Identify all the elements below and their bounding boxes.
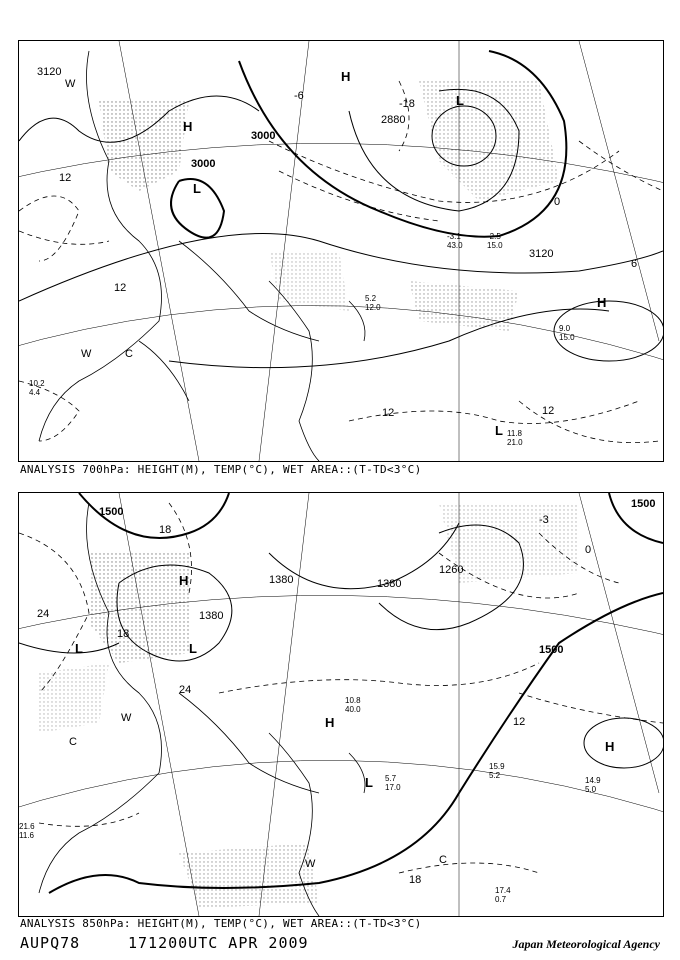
temp-label: 12 (542, 405, 555, 417)
height-label: 3120 (529, 248, 554, 260)
station-value: 21.6 11.6 (19, 822, 35, 840)
map-850hpa-canvas (19, 493, 663, 916)
pressure-center: L (189, 641, 197, 656)
map-panel-850hpa (18, 492, 664, 917)
station-value: -3.1 43.0 (447, 232, 463, 250)
pressure-center: H (597, 295, 607, 310)
wet-area (39, 503, 579, 908)
pressure-center: W (81, 348, 92, 360)
height-label: 1380 (377, 578, 402, 590)
pressure-center: H (605, 739, 615, 754)
temp-label: 18 (117, 628, 130, 640)
temp-label: 12 (382, 407, 395, 419)
wet-area (99, 81, 559, 331)
pressure-center: L (495, 423, 503, 438)
height-label: 3120 (37, 66, 62, 78)
pressure-center: H (179, 573, 189, 588)
station-value: 10.2 4.4 (29, 379, 45, 397)
footer (20, 934, 660, 954)
station-value: 14.9 5.0 (585, 776, 601, 794)
pressure-center: C (125, 348, 133, 360)
station-value: 11.8 21.0 (507, 429, 523, 447)
height-contours (19, 51, 663, 368)
pressure-center: L (75, 641, 83, 656)
pressure-center: W (305, 858, 316, 870)
height-label: 2880 (381, 114, 406, 126)
agency-name: Japan Meteorological Agency (512, 937, 660, 951)
height-label: 1500 (539, 644, 564, 656)
height-label: 1260 (439, 564, 464, 576)
chart-code: AUPQ78 (20, 934, 81, 952)
temp-label: 12 (114, 282, 127, 294)
pressure-center: W (65, 78, 76, 90)
pressure-center: C (439, 854, 447, 866)
height-label: 1380 (269, 574, 294, 586)
temp-label: 24 (179, 684, 192, 696)
pressure-center: H (325, 715, 335, 730)
pressure-center: L (365, 775, 373, 790)
height-label: 1500 (631, 498, 656, 510)
temp-label: 12 (513, 716, 526, 728)
temp-label: 18 (159, 524, 172, 536)
pressure-center: L (456, 93, 464, 108)
station-value: 17.4 0.7 (495, 886, 511, 904)
height-label: 1380 (199, 610, 224, 622)
valid-time: 171200UTC APR 2009 (128, 934, 309, 952)
pressure-center: C (69, 736, 77, 748)
temp-label: 6 (631, 258, 638, 270)
station-value: 9.0 15.0 (559, 324, 575, 342)
temp-label: -6 (294, 90, 304, 102)
caption-700hpa: ANALYSIS 700hPa: HEIGHT(M), TEMP(°C), WET AREA::(T-TD<3°C) (20, 463, 422, 476)
station-value: 5.7 17.0 (385, 774, 401, 792)
height-label: 3000 (251, 130, 276, 142)
station-value: -2.5 15.0 (487, 232, 503, 250)
pressure-center: H (341, 69, 351, 84)
map-panel-700hpa (18, 40, 664, 462)
temp-label: 0 (554, 196, 561, 208)
caption-850hpa: ANALYSIS 850hPa: HEIGHT(M), TEMP(°C), WET AREA::(T-TD<3°C) (20, 917, 422, 930)
temp-label: 0 (585, 544, 592, 556)
height-label: 3000 (191, 158, 216, 170)
temp-label: 12 (59, 172, 72, 184)
pressure-center: W (121, 712, 132, 724)
temp-label: -18 (399, 98, 415, 110)
temp-label: 24 (37, 608, 50, 620)
pressure-center: H (183, 119, 193, 134)
temp-label: -3 (539, 514, 549, 526)
map-700hpa-canvas (19, 41, 663, 461)
height-label: 1500 (99, 506, 124, 518)
station-value: 10.8 40.0 (345, 696, 361, 714)
temp-label: 18 (409, 874, 422, 886)
station-value: 5.2 12.0 (365, 294, 381, 312)
station-value: 15.9 5.2 (489, 762, 505, 780)
pressure-center: L (193, 181, 201, 196)
